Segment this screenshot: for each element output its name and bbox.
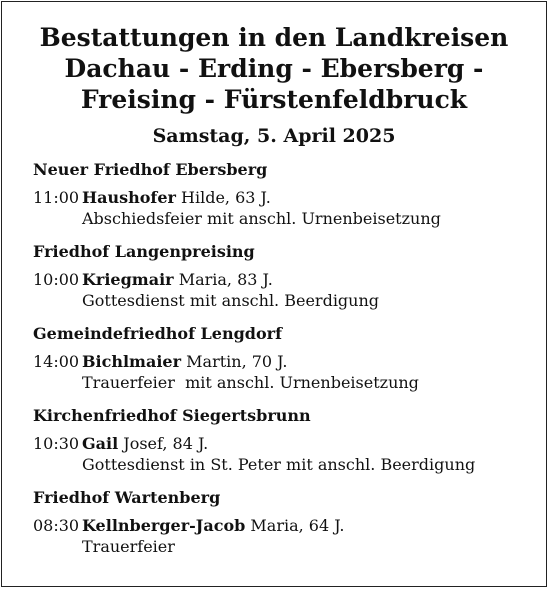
cemetery-name: Gemeindefriedhof Lengdorf: [33, 324, 282, 343]
funeral-entry: [33, 351, 546, 393]
cemetery-section: [33, 405, 546, 475]
entry-detail: Trauerfeier mit anschl. Urnenbeisetzung: [82, 373, 419, 392]
date-heading: Samstag, 5. April 2025: [152, 125, 396, 147]
entry-surname: Haushofer: [82, 188, 176, 207]
entry-surname: Bichlmaier: [82, 352, 182, 371]
funeral-entry: [33, 187, 546, 229]
entry-surname: Gail: [82, 434, 119, 453]
entry-detail: Abschiedsfeier mit anschl. Urnenbeisetzung: [82, 209, 441, 228]
entry-surname: Kellnberger-Jacob: [82, 516, 246, 535]
entry-detail: Gottesdienst mit anschl. Beerdigung: [82, 291, 380, 310]
entry-given: Josef, 84 J.: [123, 434, 209, 453]
funeral-entry: [33, 515, 546, 557]
cemetery-name: Friedhof Langenpreising: [33, 242, 255, 261]
title-line: Bestattungen in den Landkreisen: [39, 23, 509, 52]
entry-time: 08:30: [33, 516, 80, 535]
cemetery-section: [33, 323, 546, 393]
entry-time: 10:30: [33, 434, 80, 453]
funeral-entry: [33, 269, 546, 311]
entry-time: 14:00: [33, 352, 80, 371]
entry-given: Maria, 64 J.: [250, 516, 345, 535]
cemetery-name: Friedhof Wartenberg: [33, 488, 221, 507]
entry-given: Martin, 70 J.: [186, 352, 288, 371]
title-line: Dachau - Erding - Ebersberg -: [64, 54, 484, 83]
entry-surname: Kriegmair: [82, 270, 174, 289]
funeral-entry: [33, 433, 546, 475]
entry-detail: Gottesdienst in St. Peter mit anschl. Beerdigung: [82, 455, 476, 474]
cemetery-section: [33, 241, 546, 311]
title-line: Freising - Fürstenfeldbruck: [80, 85, 468, 114]
entry-given: Hilde, 63 J.: [181, 188, 271, 207]
entry-detail: Trauerfeier: [82, 537, 175, 556]
page-title: [2, 22, 546, 115]
entry-time: 11:00: [33, 188, 80, 207]
cemetery-section: [33, 159, 546, 229]
cemetery-name: Kirchenfriedhof Siegertsbrunn: [33, 406, 311, 425]
notice-frame: [1, 1, 547, 587]
entry-given: Maria, 83 J.: [178, 270, 273, 289]
entry-time: 10:00: [33, 270, 80, 289]
cemetery-section: [33, 487, 546, 557]
cemetery-name: Neuer Friedhof Ebersberg: [33, 160, 268, 179]
